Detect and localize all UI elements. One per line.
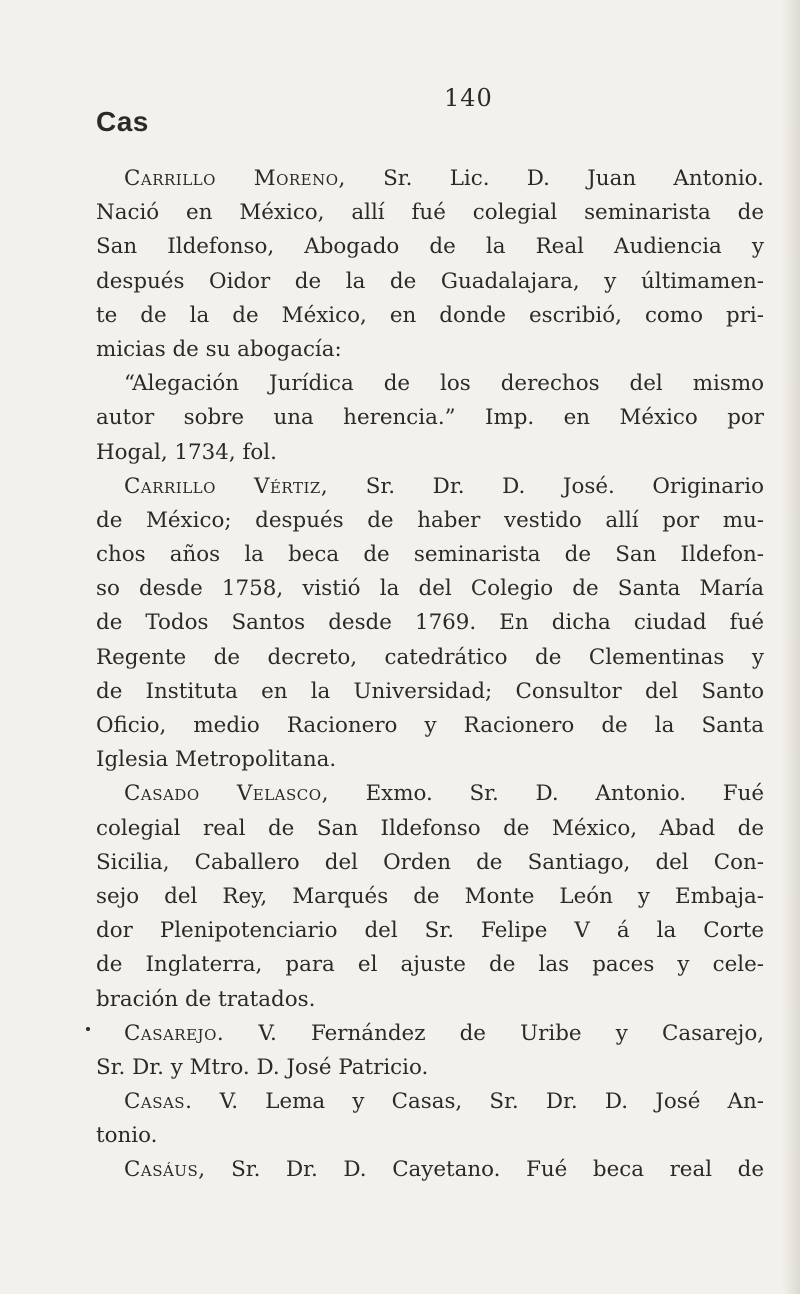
text-line: sejo del Rey, Marqués de Monte León y Embaja- bbox=[96, 883, 764, 909]
text-line: te de la de México, en donde escribió, como pri- bbox=[96, 302, 764, 328]
text-line: Hogal, 1734, fol. bbox=[96, 439, 277, 465]
text-line: Carrillo Moreno, Sr. Lic. D. Juan Antonio. bbox=[124, 166, 764, 191]
text-line: chos años la beca de seminarista de San Ildefon- bbox=[96, 542, 764, 568]
text-line: de Inglaterra, para el ajuste de las paces y cele- bbox=[96, 952, 764, 978]
text-line: Casas. V. Lema y Casas, Sr. Dr. D. José An- bbox=[124, 1089, 764, 1115]
text-line: Casáus, Sr. Dr. D. Cayetano. Fué beca real de bbox=[124, 1157, 764, 1183]
text-line: después Oidor de la de Guadalajara, y últimamen- bbox=[96, 268, 764, 294]
text-line: Nació en México, allí fué colegial seminarista de bbox=[96, 200, 764, 226]
page-number: 140 bbox=[444, 84, 493, 112]
text-line: so desde 1758, vistió la del Colegio de Santa María bbox=[96, 576, 764, 602]
text-line: autor sobre una herencia.” Imp. en México por bbox=[96, 405, 764, 431]
text-line: bración de tratados. bbox=[96, 986, 316, 1012]
entry-headword: Casas. bbox=[124, 1089, 193, 1115]
text-line: de México; después de haber vestido allí por mu- bbox=[96, 507, 764, 533]
text-line: San Ildefonso, Abogado de la Real Audiencia y bbox=[96, 234, 764, 260]
text-line: tonio. bbox=[96, 1123, 158, 1149]
text-line: micias de su abogacía: bbox=[96, 336, 342, 362]
text-line: Casarejo. V. Fernández de Uribe y Casarejo, bbox=[124, 1020, 764, 1046]
running-head: Cas bbox=[96, 106, 149, 137]
entry-headword: Casado Velasco, bbox=[124, 781, 329, 807]
text-line: Regente de decreto, catedrático de Clementinas y bbox=[96, 644, 764, 670]
entry-headword: Carrillo Vértiz, bbox=[124, 473, 329, 499]
text-line: Iglesia Metropolitana. bbox=[96, 747, 337, 773]
entry-text-block bbox=[96, 162, 764, 1188]
text-line: Carrillo Vértiz, Sr. Dr. D. José. Originario bbox=[124, 473, 764, 499]
page-binding-shadow bbox=[782, 0, 800, 1294]
text-line: Sr. Dr. y Mtro. D. José Patricio. bbox=[96, 1054, 429, 1080]
text-line: Casado Velasco, Exmo. Sr. D. Antonio. Fué bbox=[124, 781, 764, 807]
text-line: colegial real de San Ildefonso de México, Abad de bbox=[96, 815, 764, 841]
text-line: de Instituta en la Universidad; Consultor del Santo bbox=[96, 678, 764, 704]
text-line: Sicilia, Caballero del Orden de Santiago, del Con- bbox=[96, 849, 764, 875]
quoted-title-line: “Alegación Jurídica de los derechos del mismo bbox=[124, 371, 764, 397]
text-line: dor Plenipotenciario del Sr. Felipe V á la Corte bbox=[96, 918, 764, 944]
margin-mark bbox=[86, 1027, 90, 1031]
text-line: de Todos Santos desde 1769. En dicha ciudad fué bbox=[96, 610, 764, 636]
entry-headword: Casarejo. bbox=[124, 1020, 225, 1046]
entry-headword: Casáus, bbox=[124, 1157, 206, 1183]
entry-headword: Carrillo Moreno, bbox=[124, 166, 346, 191]
text-line: Oficio, medio Racionero y Racionero de la Santa bbox=[96, 713, 764, 738]
